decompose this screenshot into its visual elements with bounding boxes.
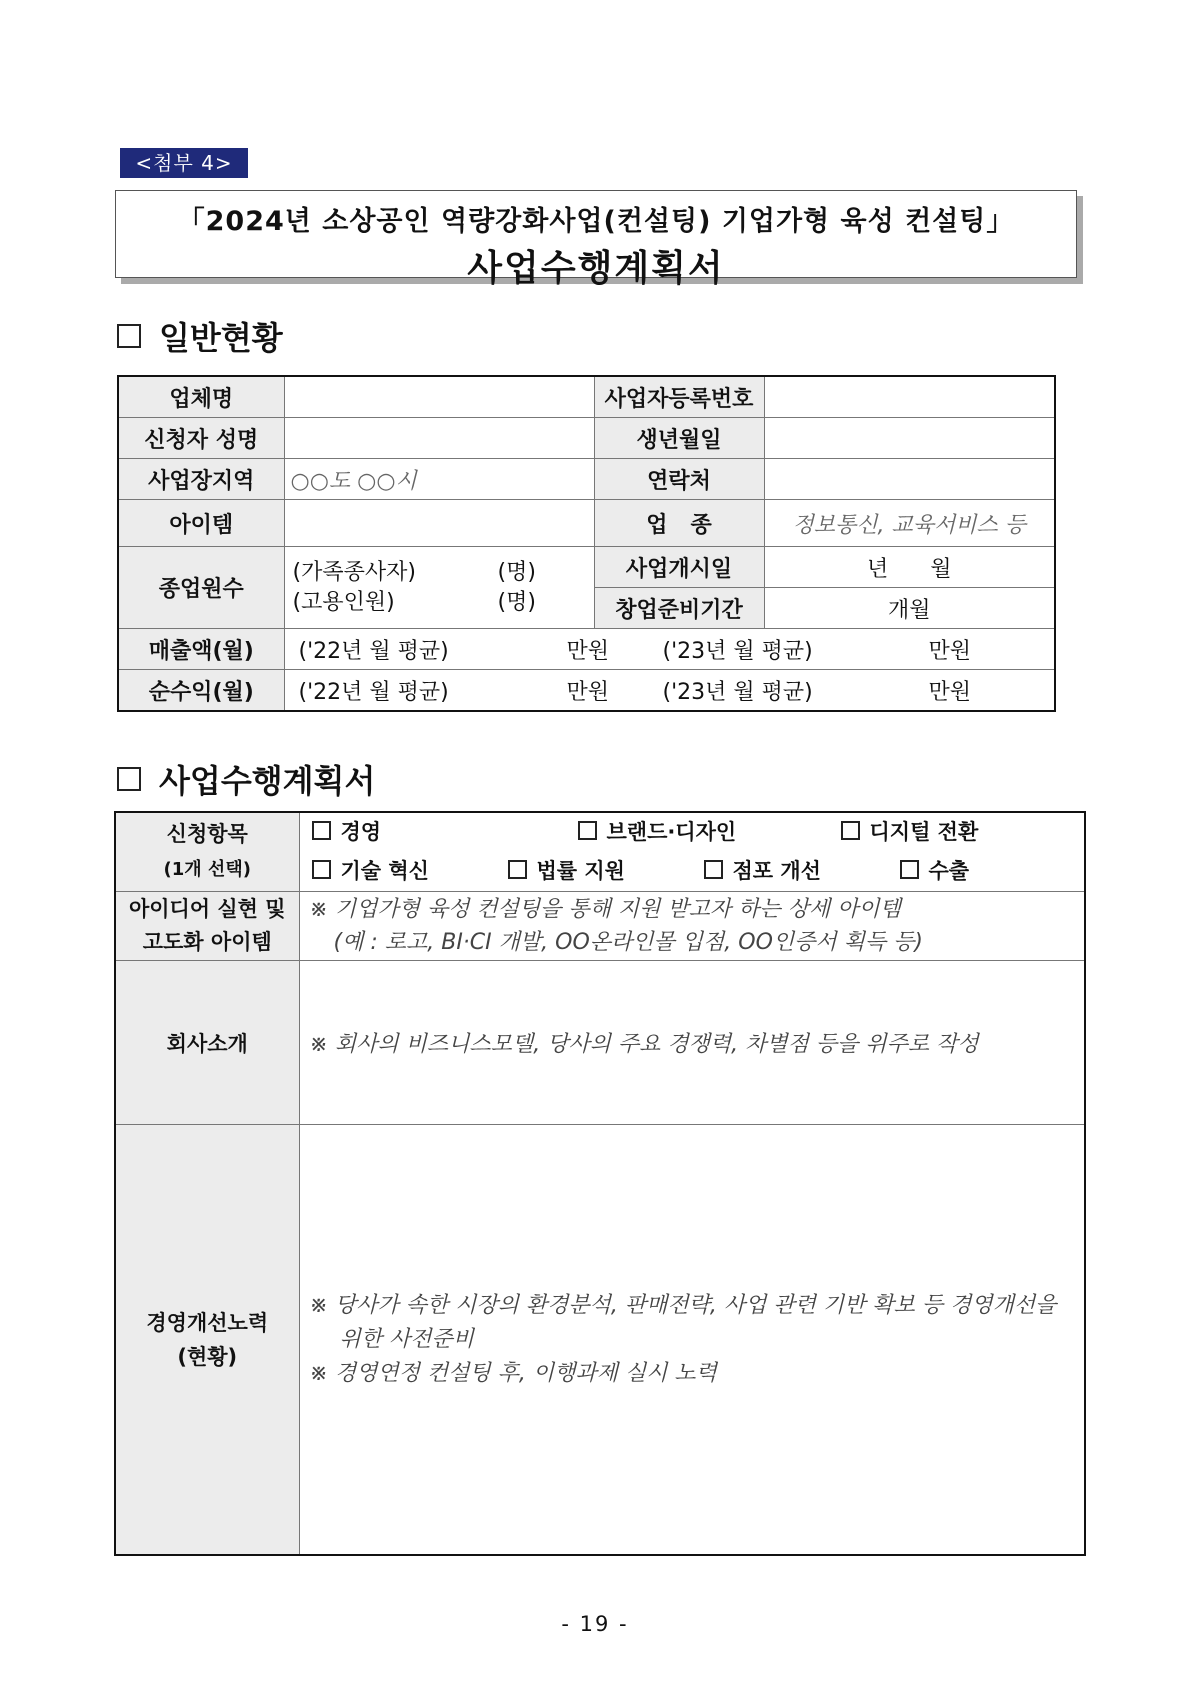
idea-item-label-line2: 고도화 아이템 — [142, 930, 272, 954]
checkbox-icon[interactable] — [841, 821, 860, 840]
industry-field[interactable] — [764, 500, 1055, 547]
family-workers-label: (가족종사자) — [292, 559, 416, 585]
checkbox-icon[interactable] — [508, 860, 527, 879]
sales-23-label: ('23년 월 평균) — [662, 638, 813, 664]
option-management[interactable] — [312, 813, 578, 851]
idea-item-label-line1: 아이디어 실현 및 — [128, 897, 286, 921]
table-row — [118, 670, 1055, 712]
options-row-1 — [312, 813, 1085, 852]
improvement-note-line3: ※ 경영연정 컨설팅 후, 이행과제 실시 노력 — [309, 1360, 717, 1386]
option-management-label: 경영 — [340, 820, 382, 844]
business-region-placeholder: ○○도 ○○시 — [290, 468, 417, 494]
table-row — [115, 812, 1085, 892]
company-intro-note: ※ 회사의 비즈니스모델, 당사의 주요 경쟁력, 차별점 등을 위주로 작성 — [309, 1032, 979, 1057]
biz-reg-no-field[interactable] — [764, 376, 1055, 418]
improvement-label-line2: (현황) — [177, 1344, 238, 1369]
sales-22-unit: 만원 — [566, 638, 610, 664]
profit-23-unit: 만원 — [928, 679, 972, 705]
section-title-plan: 사업수행계획서 — [159, 762, 376, 800]
option-digital-transition-label: 디지털 전환 — [869, 820, 979, 844]
start-date-field[interactable]: 년 월 — [764, 547, 1055, 588]
monthly-sales-label: 매출액(월) — [118, 629, 284, 670]
option-tech-innovation[interactable] — [312, 852, 508, 890]
apply-category-label-line2: (1개 선택) — [163, 859, 251, 880]
contact-label: 연락처 — [594, 459, 764, 500]
table-row — [118, 629, 1055, 670]
monthly-sales-field[interactable] — [284, 629, 1055, 670]
option-export-label: 수출 — [928, 859, 970, 883]
checkbox-icon[interactable] — [578, 821, 597, 840]
start-date-label: 사업개시일 — [594, 547, 764, 588]
general-status-table — [117, 375, 1056, 712]
industry-placeholder: 정보통신, 교육서비스 등 — [792, 512, 1026, 538]
section-heading-general — [117, 313, 283, 359]
hired-workers-label: (고용인원) — [292, 589, 395, 615]
hired-workers-line — [293, 588, 594, 618]
company-intro-label: 회사소개 — [115, 961, 299, 1125]
biz-reg-no-label: 사업자등록번호 — [594, 376, 764, 418]
idea-item-field[interactable] — [299, 892, 1085, 961]
page-number: - 19 - — [561, 1612, 629, 1636]
business-region-field[interactable] — [284, 459, 594, 500]
option-legal-support-label: 법률 지원 — [536, 859, 625, 883]
improvement-label-line1: 경영개선노력 — [146, 1310, 269, 1335]
business-plan-table — [114, 811, 1086, 1556]
hired-workers-unit: (명) — [497, 589, 536, 615]
table-row — [118, 459, 1055, 500]
family-workers-unit: (명) — [497, 559, 536, 585]
table-row — [118, 376, 1055, 418]
improvement-effort-label — [115, 1125, 299, 1556]
company-intro-field[interactable] — [299, 961, 1085, 1125]
company-name-label: 업체명 — [118, 376, 284, 418]
improvement-effort-field[interactable] — [299, 1125, 1085, 1556]
industry-label: 업 종 — [594, 500, 764, 547]
option-tech-innovation-label: 기술 혁신 — [340, 859, 429, 883]
options-row-2 — [312, 852, 1085, 891]
prep-period-label: 창업준비기간 — [594, 588, 764, 629]
checkbox-icon[interactable] — [312, 821, 331, 840]
option-store-improvement-label: 점포 개선 — [732, 859, 821, 883]
employees-field[interactable] — [284, 547, 594, 629]
table-row — [118, 547, 1055, 588]
profit-22-unit: 만원 — [566, 679, 610, 705]
apply-category-label-line1: 신청항목 — [166, 822, 248, 846]
idea-item-label — [115, 892, 299, 961]
section-heading-plan — [117, 756, 375, 802]
checkbox-square-icon — [117, 324, 141, 348]
option-legal-support[interactable] — [508, 852, 704, 890]
idea-note-line2: (예 : 로고, BI·CI 개발, OO온라인몰 입점, OO인증서 획득 등) — [333, 930, 923, 955]
table-row — [115, 961, 1085, 1125]
option-digital-transition[interactable] — [841, 820, 979, 844]
birth-date-field[interactable] — [764, 418, 1055, 459]
sales-23-unit: 만원 — [928, 638, 972, 664]
checkbox-icon[interactable] — [704, 860, 723, 879]
option-brand-design-label: 브랜드·디자인 — [606, 820, 737, 844]
net-profit-label: 순수익(월) — [118, 670, 284, 712]
item-label: 아이템 — [118, 500, 284, 547]
table-row — [118, 418, 1055, 459]
contact-field[interactable] — [764, 459, 1055, 500]
profit-22-label: ('22년 월 평균) — [298, 679, 449, 705]
attachment-label: <첨부 4> — [120, 148, 248, 178]
apply-category-label — [115, 812, 299, 892]
document-title-line2: 사업수행계획서 — [467, 248, 725, 289]
apply-category-options — [299, 812, 1085, 892]
checkbox-icon[interactable] — [900, 860, 919, 879]
prep-period-field[interactable]: 개월 — [764, 588, 1055, 629]
checkbox-square-icon — [117, 767, 141, 791]
employees-label: 종업원수 — [118, 547, 284, 629]
company-name-field[interactable] — [284, 376, 594, 418]
item-field[interactable] — [284, 500, 594, 547]
profit-23-label: ('23년 월 평균) — [662, 679, 813, 705]
table-row — [115, 1125, 1085, 1556]
option-export[interactable] — [900, 859, 970, 883]
family-workers-line — [293, 558, 594, 588]
option-store-improvement[interactable] — [704, 852, 900, 890]
sales-22-label: ('22년 월 평균) — [298, 638, 449, 664]
improvement-note-line2: 위한 사전준비 — [339, 1326, 475, 1352]
applicant-name-field[interactable] — [284, 418, 594, 459]
document-title-line1: 「2024년 소상공인 역량강화사업(컨설팅) 기업가형 육성 컨설팅」 — [177, 206, 1015, 237]
net-profit-field[interactable] — [284, 670, 1055, 712]
section-title-general: 일반현황 — [159, 319, 283, 357]
table-row — [115, 892, 1085, 961]
idea-note-line1: ※ 기업가형 육성 컨설팅을 통해 지원 받고자 하는 상세 아이템 — [309, 897, 901, 922]
option-brand-design[interactable] — [578, 813, 841, 851]
table-row — [118, 500, 1055, 547]
business-region-label: 사업장지역 — [118, 459, 284, 500]
improvement-note-line1: ※ 당사가 속한 시장의 환경분석, 판매전략, 사업 관련 기반 확보 등 경영개선을 — [309, 1292, 1057, 1318]
applicant-name-label: 신청자 성명 — [118, 418, 284, 459]
birth-date-label: 생년월일 — [594, 418, 764, 459]
checkbox-icon[interactable] — [312, 860, 331, 879]
document-title-box — [115, 190, 1077, 289]
